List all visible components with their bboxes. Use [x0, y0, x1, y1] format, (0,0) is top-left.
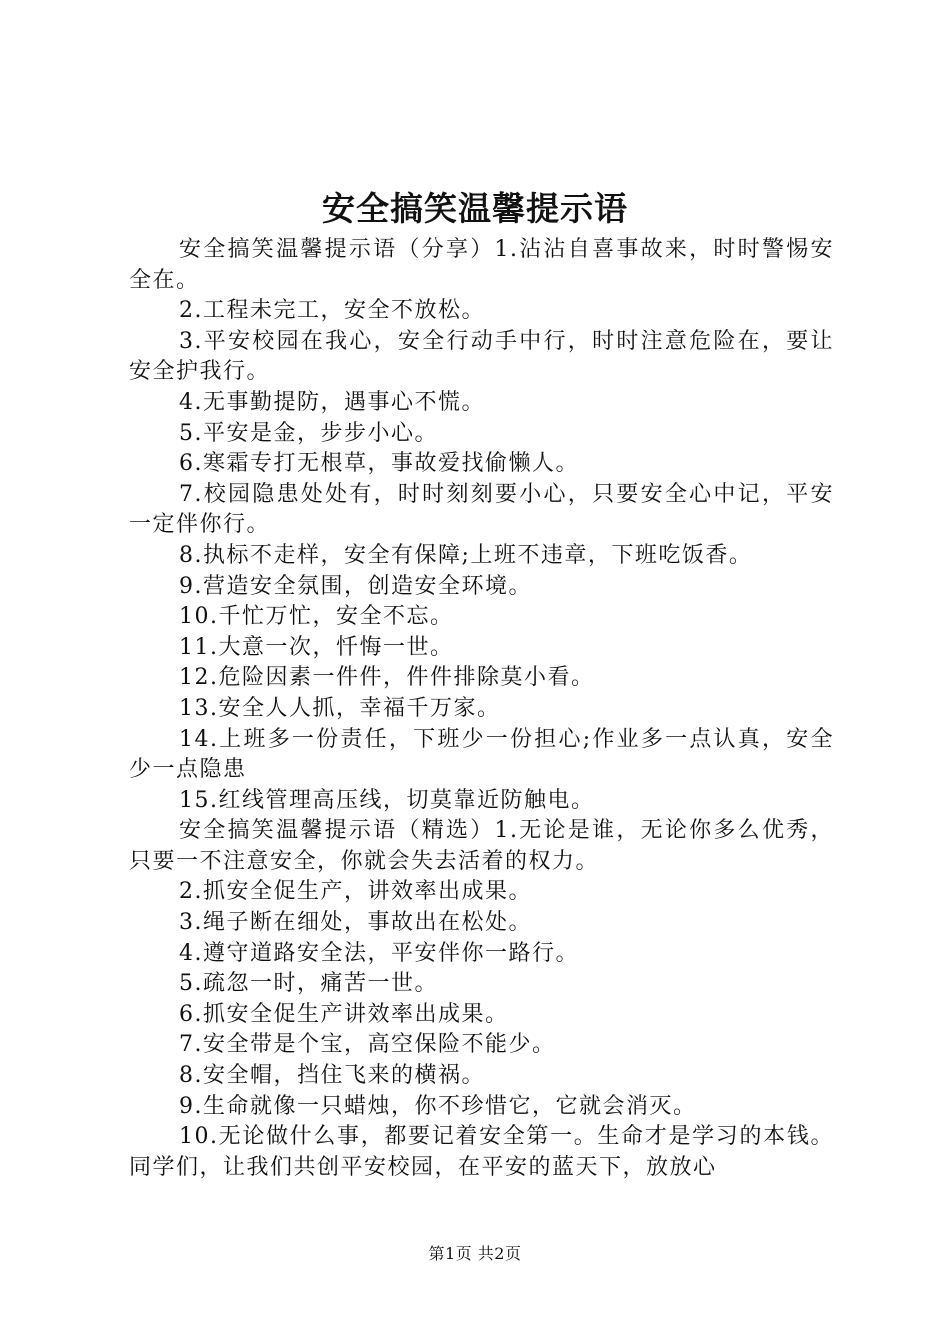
paragraph: 13.安全人人抓，幸福千万家。 [179, 695, 501, 721]
page-footer: 第1页 共2页 [428, 1244, 522, 1263]
paragraph: 10.无论做什么事，都要记着安全第一。生命才是学习的本钱。同学们，让我们共创平安校园，在平安的蓝天下，放放心 [129, 1124, 834, 1180]
paragraph: 5.平安是金，步步小心。 [179, 420, 438, 446]
paragraph: 12.危险因素一件件，件件排除莫小看。 [179, 665, 595, 691]
paragraph: 安全搞笑温馨提示语（精选）1.无论是谁，无论你多么优秀，只要一不注意安全，你就会失去活着的权力。 [129, 818, 834, 874]
paragraph: 7.安全带是个宝，高空保险不能少。 [179, 1032, 556, 1058]
paragraph: 9.生命就像一只蜡烛，你不珍惜它，它就会消灭。 [179, 1093, 697, 1119]
paragraph: 4.遵守道路安全法，平安伴你一路行。 [179, 940, 579, 966]
paragraph: 安全搞笑温馨提示语（分享）1.沾沾自喜事故来，时时警惕安全在。 [129, 237, 834, 293]
paragraph: 3.绳子断在细处，事故出在松处。 [179, 910, 532, 936]
paragraph: 5.疏忽一时，痛苦一世。 [179, 971, 438, 997]
paragraph: 3.平安校园在我心，安全行动手中行，时时注意危险在，要让安全护我行。 [129, 328, 834, 385]
paragraph: 11.大意一次，忏悔一世。 [179, 634, 454, 660]
paragraph: 8.执标不走样，安全有保障;上班不违章，下班吃饭香。 [179, 542, 753, 568]
paragraph: 2.工程未完工，安全不放松。 [179, 298, 485, 324]
paragraph: 8.安全帽，挡住飞来的横祸。 [179, 1063, 485, 1089]
paragraph: 15.红线管理高压线，切莫靠近防触电。 [179, 787, 595, 813]
paragraph: 2.抓安全促生产，讲效率出成果。 [179, 879, 532, 905]
paragraph: 6.抓安全促生产讲效率出成果。 [179, 1001, 509, 1027]
document-body [129, 235, 834, 1183]
paragraph: 10.千忙万忙，安全不忘。 [179, 604, 454, 630]
paragraph: 6.寒霜专打无根草，事故爱找偷懒人。 [179, 451, 579, 477]
paragraph: 9.营造安全氛围，创造安全环境。 [179, 573, 532, 599]
document-title: 安全搞笑温馨提示语 [322, 189, 628, 228]
paragraph: 7.校园隐患处处有，时时刻刻要小心，只要安全心中记，平安一定伴你行。 [129, 481, 834, 538]
paragraph: 14.上班多一份责任，下班少一份担心;作业多一点认真，安全少一点隐患 [129, 726, 834, 783]
paragraph: 4.无事勤提防，遇事心不慌。 [179, 389, 485, 415]
